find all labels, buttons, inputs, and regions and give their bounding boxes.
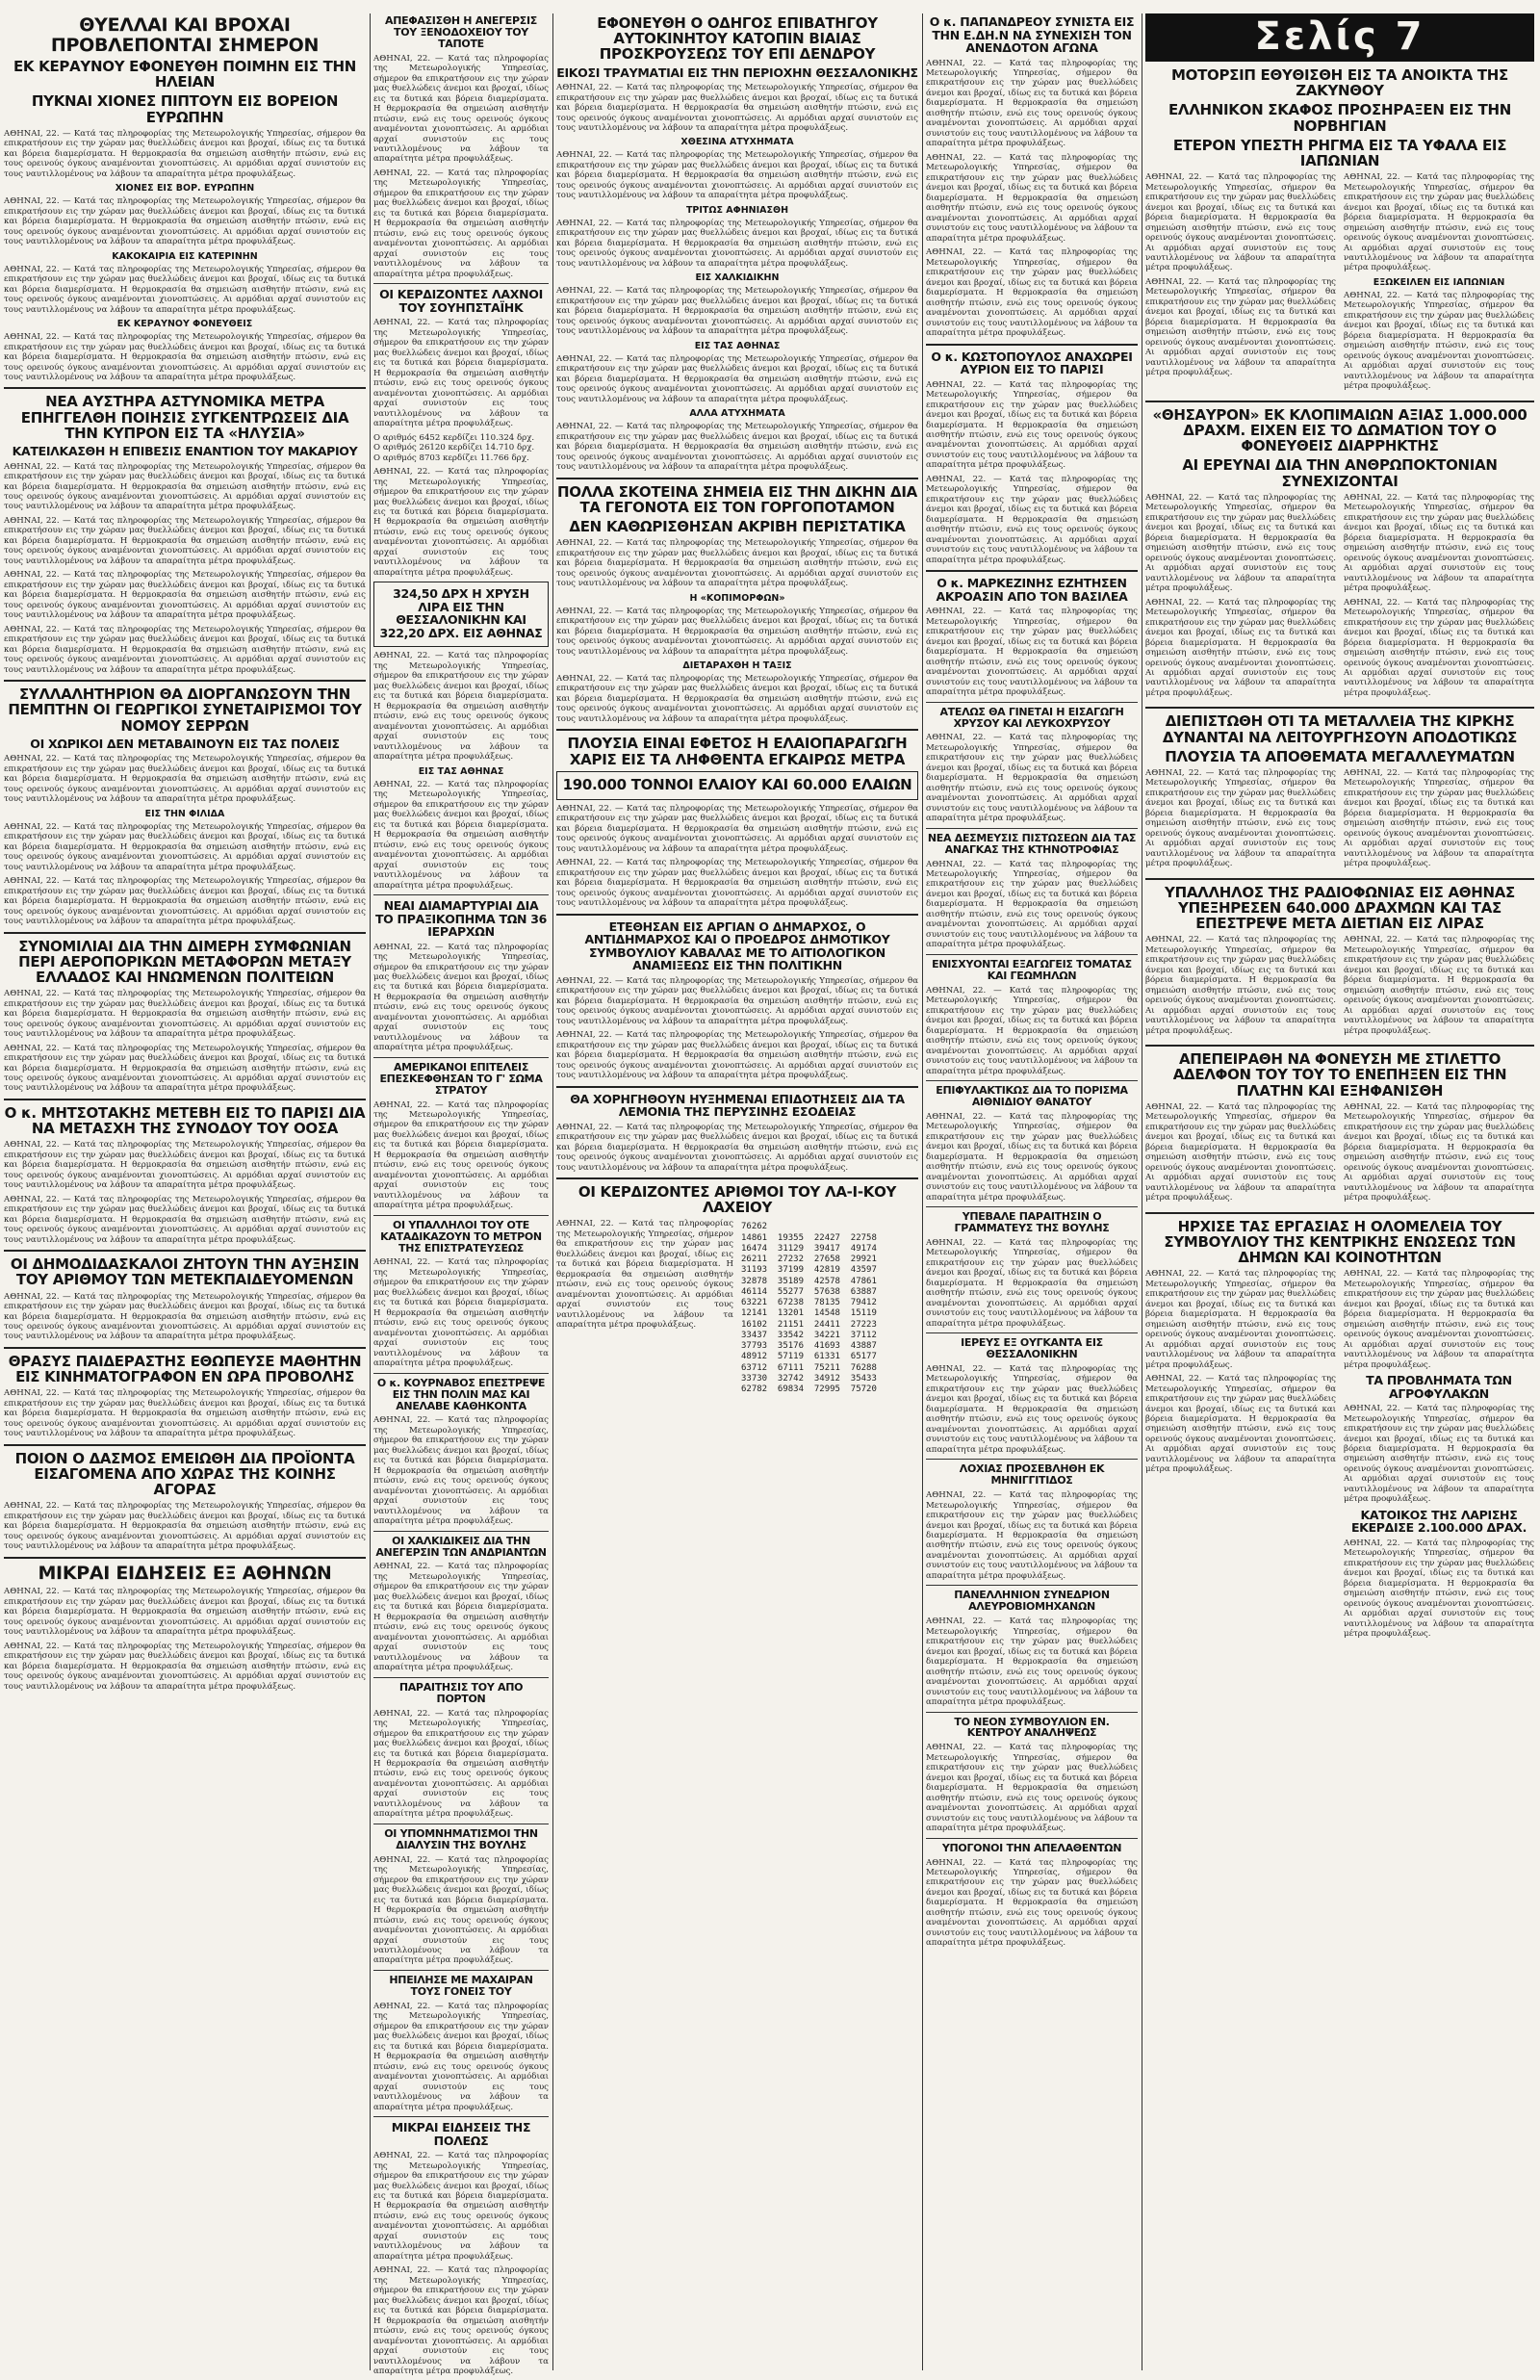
headline-council: ΤΟ ΝΕΟΝ ΣΥΜΒΟΥΛΙΟΝ ΕΝ. ΚΕΝΤΡΟΥ ΑΝΑΛΗΨΕΩΣ xyxy=(954,1715,1110,1740)
article-text: ΑΘΗΝΑΙ, 22. — Κατά τας πληροφορίας της Μετεωρολογικής Υπηρεσίας, σήμερον θα επικρατήσουν εις την χώραν μας θυελλώδεις άνεμοι και βροχαί, ιδίως εις τα δυτικά και βόρεια διαμερίσματα. Η θερμοκρασία θα σημειώση αισθητήν πτώσιν, ενώ εις τους ορεινούς όγκους αναμένονται χιονοπτώσεις. Αι αρμόδιαι αρχαί συνιστούν εις τους ναυτιλλομένους να λάβουν τα απαραίτητα μέτρα προφυλάξεως. xyxy=(4,989,366,1040)
divider xyxy=(373,1677,549,1678)
divider xyxy=(926,344,1138,346)
headline-norway: ΕΛΛΗΝΙΚΟΝ ΣΚΑΦΟΣ ΠΡΟΣΗΡΑΞΕΝ ΕΙΣ ΤΗΝ ΝΟΡΒΗΓΙΑΝ xyxy=(1168,101,1512,135)
headline-news-athens: ΜΙΚΡΑΙ ΕΙΔΗΣΕΙΣ ΕΞ ΑΘΗΝΩΝ xyxy=(38,1562,332,1584)
column-rule xyxy=(552,13,553,2370)
article-text: ΑΘΗΝΑΙ, 22. — Κατά τας πληροφορίας της Μετεωρολογικής Υπηρεσίας, σήμερον θα επικρατήσουν εις την χώραν μας θυελλώδεις άνεμοι και βροχαί, ιδίως εις τα δυτικά και βόρεια διαμερίσματα. Η θερμοκρασία θα σημειώση αισθητήν πτώσιν, ενώ εις τους ορεινούς όγκους αναμένονται χιονοπτώσεις. Αι αρμόδιαι αρχαί συνιστούν εις τους ναυτιλλομένους να λάβουν τα απαραίτητα μέτρα προφυλάξεως. xyxy=(926,733,1138,824)
headline-kavala-mayor: ΕΤΕΘΗΣΑΝ ΕΙΣ ΑΡΓΙΑΝ Ο ΔΗΜΑΡΧΟΣ, Ο ΑΝΤΙΔΗΜΑΡΧΟΣ ΚΑΙ Ο ΠΡΟΕΔΡΟΣ ΔΗΜΟΤΙΚΟΥ ΣΥΜΒΟΥΛΙΟΥ ΚΑΒΑΛΑΣ ΜΕ ΤΟ ΑΙΤΙΟΛΟΓΙΚΟΝ ΑΝΑΜΙΞΕΩΣ ΕΙΣ ΤΗΝ ΠΟΛΙΤΙΚΗΝ xyxy=(584,918,890,973)
article-text: ΑΘΗΝΑΙ, 22. — Κατά τας πληροφορίας της Μετεωρολογικής Υπηρεσίας, σήμερον θα επικρατήσουν εις την χώραν μας θυελλώδεις άνεμοι και βροχαί, ιδίως εις τα δυτικά και βόρεια διαμερίσματα. Η θερμοκρασία θα σημειώση αισθητήν πτώσιν, ενώ εις τους ορεινούς όγκους αναμένονται χιονοπτώσεις. Αι αρμόδιαι αρχαί συνιστούν εις τους ναυτιλλομένους να λάβουν τα απαραίτητα μέτρα προφυλάξεως. xyxy=(4,1043,366,1094)
article-text: ΑΘΗΝΑΙ, 22. — Κατά τας πληροφορίας της Μετεωρολογικής Υπηρεσίας, σήμερον θα επικρατήσουν εις την χώραν μας θυελλώδεις άνεμοι και βροχαί, ιδίως εις τα δυτικά και βόρεια διαμερίσματα. Η θερμοκρασία θα σημειώση αισθητήν πτώσιν, ενώ εις τους ορεινούς όγκους αναμένονται χιονοπτώσεις. Αι αρμόδιαι αρχαί συνιστούν εις τους ναυτιλλομένους να λάβουν τα απαραίτητα μέτρα προφυλάξεως. xyxy=(373,1708,549,1820)
article-text: ΑΘΗΝΑΙ, 22. — Κατά τας πληροφορίας της Μετεωρολογικής Υπηρεσίας, σήμερον θα επικρατήσουν εις την χώραν μας θυελλώδεις άνεμοι και βροχαί, ιδίως εις τα δυτικά και βόρεια διαμερίσματα. Η θερμοκρασία θα σημειώση αισθητήν πτώσιν, ενώ εις τους ορεινούς όγκους αναμένονται χιονοπτώσεις. Αι αρμόδιαι αρχαί συνιστούν εις τους ναυτιλλομένους να λάβουν τα απαραίτητα μέτρα προφυλάξεως. xyxy=(1145,935,1336,1036)
headline-tonnes: 190.000 ΤΟΝΝΟΙ ΕΛΑΙΟΥ ΚΑΙ 60.000 ΕΛΑΙΩΝ xyxy=(562,775,912,793)
headline-olive-oil: ΠΛΟΥΣΙΑ ΕΙΝΑΙ ΕΦΕΤΟΣ Η ΕΛΑΙΟΠΑΡΑΓΩΓΗ ΧΑΡΙΣ ΕΙΣ ΤΑ ΛΗΦΘΕΝΤΑ ΕΓΚΑΙΡΩΣ ΜΕΤΡΑ xyxy=(567,735,908,768)
column-4 xyxy=(926,13,1138,2370)
article-text: ΑΘΗΝΑΙ, 22. — Κατά τας πληροφορίας της Μετεωρολογικής Υπηρεσίας, σήμερον θα επικρατήσουν εις την χώραν μας θυελλώδεις άνεμοι και βροχαί, ιδίως εις τα δυτικά και βόρεια διαμερίσματα. Η θερμοκρασία θα σημειώση αισθητήν πτώσιν, ενώ εις τους ορεινούς όγκους αναμένονται χιονοπτώσεις. Αι αρμόδιαι αρχαί συνιστούν εις τους ναυτιλλομένους να λάβουν τα απαραίτητα μέτρα προφυλάξεως. xyxy=(556,422,918,473)
divider xyxy=(926,828,1138,829)
headline-livestock: ΝΕΑ ΔΕΣΜΕΥΣΙΣ ΠΙΣΤΩΣΕΩΝ ΔΙΑ ΤΑΣ ΑΝΑΓΚΑΣ ΤΗΣ ΚΤΗΝΟΤΡΟΦΙΑΣ xyxy=(927,831,1137,856)
article-text: ΑΘΗΝΑΙ, 22. — Κατά τας πληροφορίας της Μετεωρολογικής Υπηρεσίας, σήμερον θα επικρατήσουν εις την χώραν μας θυελλώδεις άνεμοι και βροχαί, ιδίως εις τα δυτικά και βόρεια διαμερίσματα. Η θερμοκρασία θα σημειώση αισθητήν πτώσιν, ενώ εις τους ορεινούς όγκους αναμένονται χιονοπτώσεις. Αι αρμόδιαι αρχαί συνιστούν εις τους ναυτιλλομένους να λάβουν τα απαραίτητα μέτρα προφυλάξεως. xyxy=(4,1641,366,1692)
article-text: ΑΘΗΝΑΙ, 22. — Κατά τας πληροφορίας της Μετεωρολογικής Υπηρεσίας, σήμερον θα επικρατήσουν εις την χώραν μας θυελλώδεις άνεμοι και βροχαί, ιδίως εις τα δυτικά και βόρεια διαμερίσματα. Η θερμοκρασία θα σημειώση αισθητήν πτώσιν, ενώ εις τους ορεινούς όγκους αναμένονται χιονοπτώσεις. Αι αρμόδιαι αρχαί συνιστούν εις τους ναυτιλλομένους να λάβουν τα απαραίτητα μέτρα προφυλάξεως. xyxy=(556,606,918,657)
divider xyxy=(926,570,1138,572)
article-text: ΑΘΗΝΑΙ, 22. — Κατά τας πληροφορίας της Μετεωρολογικής Υπηρεσίας, σήμερον θα επικρατήσουν εις την χώραν μας θυελλώδεις άνεμοι και βροχαί, ιδίως εις τα δυτικά και βόρεια διαμερίσματα. Η θερμοκρασία θα σημειώση αισθητήν πτώσιν, ενώ εις τους ορεινούς όγκους αναμένονται χιονοπτώσεις. Αι αρμόδιαι αρχαί συνιστούν εις τους ναυτιλλομένους να λάβουν τα απαραίτητα μέτρα προφυλάξεως. xyxy=(926,1617,1138,1708)
divider xyxy=(4,1557,366,1559)
headline-lightning: ΕΚ ΚΕΡΑΥΝΟΥ ΕΦΟΝΕΥΘΗ ΠΟΙΜΗΝ ΕΙΣ ΤΗΝ ΗΛΕΙΑΝ xyxy=(13,58,357,91)
article-text: ΑΘΗΝΑΙ, 22. — Κατά τας πληροφορίας της Μετεωρολογικής Υπηρεσίας, σήμερον θα επικρατήσουν εις την χώραν μας θυελλώδεις άνεμοι και βροχαί, ιδίως εις τα δυτικά και βόρεια διαμερίσματα. Η θερμοκρασία θα σημειώση αισθητήν πτώσιν, ενώ εις τους ορεινούς όγκους αναμένονται χιονοπτώσεις. Αι αρμόδιαι αρχαί συνιστούν εις τους ναυτιλλομένους να λάβουν τα απαραίτητα μέτρα προφυλάξεως. xyxy=(4,1194,366,1245)
article-text: ΑΘΗΝΑΙ, 22. — Κατά τας πληροφορίας της Μετεωρολογικής Υπηρεσίας, σήμερον θα επικρατήσουν εις την χώραν μας θυελλώδεις άνεμοι και βροχαί, ιδίως εις τα δυτικά και βόρεια διαμερίσματα. Η θερμοκρασία θα σημειώση αισθητήν πτώσιν, ενώ εις τους ορεινούς όγκους αναμένονται χιονοπτώσεις. Αι αρμόδιαι αρχαί συνιστούν εις τους ναυτιλλομένους να λάβουν τα απαραίτητα μέτρα προφυλάξεως. xyxy=(556,1030,918,1081)
subhead: ΕΙΣ ΧΑΛΚΙΔΙΚΗΝ xyxy=(695,272,780,284)
two-col-block xyxy=(1145,172,1534,396)
article-text: ΑΘΗΝΑΙ, 22. — Κατά τας πληροφορίας της Μετεωρολογικής Υπηρεσίας, σήμερον θα επικρατήσουν εις την χώραν μας θυελλώδεις άνεμοι και βροχαί, ιδίως εις τα δυτικά και βόρεια διαμερίσματα. Η θερμοκρασία θα σημειώση αισθητήν πτώσιν, ενώ εις τους ορεινούς όγκους αναμένονται χιονοπτώσεις. Αι αρμόδιαι αρχαί συνιστούν εις τους ναυτιλλομένους να λάβουν τα απαραίτητα μέτρα προφυλάξεως. xyxy=(4,821,366,872)
divider xyxy=(926,954,1138,955)
article-text: ΑΘΗΝΑΙ, 22. — Κατά τας πληροφορίας της Μετεωρολογικής Υπηρεσίας, σήμερον θα επικρατήσουν εις την χώραν μας θυελλώδεις άνεμοι και βροχαί, ιδίως εις τα δυτικά και βόρεια διαμερίσματα. Η θερμοκρασία θα σημειώση αισθητήν πτώσιν, ενώ εις τους ορεινούς όγκους αναμένονται χιονοπτώσεις. Αι αρμόδιαι αρχαί συνιστούν εις τους ναυτιλλομένους να λάβουν τα απαραίτητα μέτρα προφυλάξεως. xyxy=(4,876,366,927)
article-text: ΑΘΗΝΑΙ, 22. — Κατά τας πληροφορίας της Μετεωρολογικής Υπηρεσίας, σήμερον θα επικρατήσουν εις την χώραν μας θυελλώδεις άνεμοι και βροχαί, ιδίως εις τα δυτικά και βόρεια διαμερίσματα. Η θερμοκρασία θα σημειώση αισθητήν πτώσιν, ενώ εις τους ορεινούς όγκους αναμένονται χιονοπτώσεις. Αι αρμόδιαι αρχαί συνιστούν εις τους ναυτιλλομένους να λάβουν τα απαραίτητα μέτρα προφυλάξεως. xyxy=(4,1587,366,1638)
article-text: ΑΘΗΝΑΙ, 22. — Κατά τας πληροφορίας της Μετεωρολογικής Υπηρεσίας, σήμερον θα επικρατήσουν εις την χώραν μας θυελλώδεις άνεμοι και βροχαί, ιδίως εις τα δυτικά και βόρεια διαμερίσματα. Η θερμοκρασία θα σημειώση αισθητήν πτώσιν, ενώ εις τους ορεινούς όγκους αναμένονται χιονοπτώσεις. Αι αρμόδιαι αρχαί συνιστούν εις τους ναυτιλλομένους να λάβουν τα απαραίτητα μέτρα προφυλάξεως. xyxy=(556,286,918,337)
article-text: ΑΘΗΝΑΙ, 22. — Κατά τας πληροφορίας της Μετεωρολογικής Υπηρεσίας, σήμερον θα επικρατήσουν εις την χώραν μας θυελλώδεις άνεμοι και βροχαί, ιδίως εις τα δυτικά και βόρεια διαμερίσματα. Η θερμοκρασία θα σημειώση αισθητήν πτώσιν, ενώ εις τους ορεινούς όγκους αναμένονται χιονοπτώσεις. Αι αρμόδιαι αρχαί συνιστούν εις τους ναυτιλλομένους να λάβουν τα απαραίτητα μέτρα προφυλάξεως. xyxy=(1344,935,1534,1036)
headline-deportees: ΥΠΟΓΟΝΟΙ ΤΗΝ ΑΠΕΛΑΘΕΝΤΩΝ xyxy=(941,1841,1122,1854)
divider xyxy=(373,283,549,284)
article-text: ΑΘΗΝΑΙ, 22. — Κατά τας πληροφορίας της Μετεωρολογικής Υπηρεσίας, σήμερον θα επικρατήσουν εις την χώραν μας θυελλώδεις άνεμοι και βροχαί, ιδίως εις τα δυτικά και βόρεια διαμερίσματα. Η θερμοκρασία θα σημειώση αισθητήν πτώσιν, ενώ εις τους ορεινούς όγκους αναμένονται χιονοπτώσεις. Αι αρμόδιαι αρχαί συνιστούν εις τους ναυτιλλομένους να λάβουν τα απαραίτητα μέτρα προφυλάξεως. xyxy=(373,2001,549,2112)
headline-parliament: ΟΙ ΥΠΟΜΝΗΜΑΤΙΣΜΟΙ ΤΗΝ ΔΙΑΛΥΣΙΝ ΤΗΣ ΒΟΥΛΗΣ xyxy=(384,1826,538,1851)
olive-box xyxy=(556,771,918,800)
headline-gold-import: ΑΤΕΛΩΣ ΘΑ ΓΙΝΕΤΑΙ Η ΕΙΣΑΓΩΓΗ ΧΡΥΣΟΥ ΚΑΙ ΛΕΥΚΟΧΡΥΣΟΥ xyxy=(939,705,1124,730)
headline-teachers: ΟΙ ΔΗΜΟΔΙΔΑΣΚΑΛΟΙ ΖΗΤΟΥΝ ΤΗΝ ΑΥΞΗΣΙΝ ΤΟΥ ΑΡΙΘΜΟΥ ΤΩΝ ΜΕΤΕΚΠΑΙΔΕΥΟΜΕΝΩΝ xyxy=(10,1255,360,1289)
article-text: ΑΘΗΝΑΙ, 22. — Κατά τας πληροφορίας της Μετεωρολογικής Υπηρεσίας, σήμερον θα επικρατήσουν εις την χώραν μας θυελλώδεις άνεμοι και βροχαί, ιδίως εις τα δυτικά και βόρεια διαμερίσματα. Η θερμοκρασία θα σημειώση αισθητήν πτώσιν, ενώ εις τους ορεινούς όγκους αναμένονται χιονοπτώσεις. Αι αρμόδιαι αρχαί συνιστούν εις τους ναυτιλλομένους να λάβουν τα απαραίτητα μέτρα προφυλάξεως. xyxy=(373,942,549,1053)
article-text: ΑΘΗΝΑΙ, 22. — Κατά τας πληροφορίας της Μετεωρολογικής Υπηρεσίας, σήμερον θα επικρατήσουν εις την χώραν μας θυελλώδεις άνεμοι και βροχαί, ιδίως εις τα δυτικά και βόρεια διαμερίσματα. Η θερμοκρασία θα σημειώση αισθητήν πτώσιν, ενώ εις τους ορεινούς όγκους αναμένονται χιονοπτώσεις. Αι αρμόδιαι αρχαί συνιστούν εις τους ναυτιλλομένους να λάβουν τα απαραίτητα μέτρα προφυλάξεως. xyxy=(1145,597,1336,698)
lottery-numbers: 76262 14861 19355 22427 22758 16474 31129 39417 49174 26211 27232 27658 29921 31193 37199 42819 43597 32878 35189 42578 47861 46114 55277 57638 63887 63221 67238 78135 79412 12141 13201 14548 15119 16102 21151 24411 27223 33437 33542 34221 37112 37793 35176 41693 43887 48912 57119 61331 65177 63712 67111 75211 76288 33730 32742 34912 35433 62782 69834 72995 75720 xyxy=(741,1222,877,1395)
column-rule xyxy=(370,13,371,2370)
divider xyxy=(373,1531,549,1532)
article-text: ΑΘΗΝΑΙ, 22. — Κατά τας πληροφορίας της Μετεωρολογικής Υπηρεσίας, σήμερον θα επικρατήσουν εις την χώραν μας θυελλώδεις άνεμοι και βροχαί, ιδίως εις τα δυτικά και βόρεια διαμερίσματα. Η θερμοκρασία θα σημειώση αισθητήν πτώσιν, ενώ εις τους ορεινούς όγκους αναμένονται χιονοπτώσεις. Αι αρμόδιαι αρχαί συνιστούν εις τους ναυτιλλομένους να λάβουν τα απαραίτητα μέτρα προφυλάξεως. xyxy=(373,2265,549,2377)
divider xyxy=(926,1332,1138,1333)
divider xyxy=(4,1250,366,1252)
article-text: ΑΘΗΝΑΙ, 22. — Κατά τας πληροφορίας της Μετεωρολογικής Υπηρεσίας, σήμερον θα επικρατήσουν εις την χώραν μας θυελλώδεις άνεμοι και βροχαί, ιδίως εις τα δυτικά και βόρεια διαμερίσματα. Η θερμοκρασία θα σημειώση αισθητήν πτώσιν, ενώ εις τους ορεινούς όγκους αναμένονται χιονοπτώσεις. Αι αρμόδιαι αρχαί συνιστούν εις τους ναυτιλλομένους να λάβουν τα απαραίτητα μέτρα προφυλάξεως. xyxy=(926,1111,1138,1203)
article-text: ΑΘΗΝΑΙ, 22. — Κατά τας πληροφορίας της Μετεωρολογικής Υπηρεσίας, σήμερον θα επικρατήσουν εις την χώραν μας θυελλώδεις άνεμοι και βροχαί, ιδίως εις τα δυτικά και βόρεια διαμερίσματα. Η θερμοκρασία θα σημειώση αισθητήν πτώσιν, ενώ εις τους ορεινούς όγκους αναμένονται χιονοπτώσεις. Αι αρμόδιαι αρχαί συνιστούν εις τους ναυτιλλομένους να λάβουν τα απαραίτητα μέτρα προφυλάξεως. xyxy=(1344,1101,1534,1203)
divider xyxy=(4,1444,366,1446)
divider xyxy=(4,387,366,389)
article-text: ΑΘΗΝΑΙ, 22. — Κατά τας πληροφορίας της Μετεωρολογικής Υπηρεσίας, σήμερον θα επικρατήσουν εις την χώραν μας θυελλώδεις άνεμοι και βροχαί, ιδίως εις τα δυτικά και βόρεια διαμερίσματα. Η θερμοκρασία θα σημειώση αισθητήν πτώσιν, ενώ εις τους ορεινούς όγκους αναμένονται χιονοπτώσεις. Αι αρμόδιαι αρχαί συνιστούν εις τους ναυτιλλομένους να λάβουν τα απαραίτητα μέτρα προφυλάξεως. xyxy=(4,624,366,675)
headline-deposits: ΠΛΟΥΣΙΑ ΤΑ ΑΠΟΘΕΜΑΤΑ ΜΕΓΑΛΛΕΥΜΑΤΩΝ xyxy=(1165,747,1515,765)
divider xyxy=(556,729,918,731)
article-text: ΑΘΗΝΑΙ, 22. — Κατά τας πληροφορίας της Μετεωρολογικής Υπηρεσίας, σήμερον θα επικρατήσουν εις την χώραν μας θυελλώδεις άνεμοι και βροχαί, ιδίως εις τα δυτικά και βόρεια διαμερίσματα. Η θερμοκρασία θα σημειώση αισθητήν πτώσιν, ενώ εις τους ορεινούς όγκους αναμένονται χιονοπτώσεις. Αι αρμόδιαι αρχαί συνιστούν εις τους ναυτιλλομένους να λάβουν τα απαραίτητα μέτρα προφυλάξεως. xyxy=(1344,172,1534,273)
article-text: ΑΘΗΝΑΙ, 22. — Κατά τας πληροφορίας της Μετεωρολογικής Υπηρεσίας, σήμερον θα επικρατήσουν εις την χώραν μας θυελλώδεις άνεμοι και βροχαί, ιδίως εις τα δυτικά και βόρεια διαμερίσματα. Η θερμοκρασία θα σημειώση αισθητήν πτώσιν, ενώ εις τους ορεινούς όγκους αναμένονται χιονοπτώσεις. Αι αρμόδιαι αρχαί συνιστούν εις τους ναυτιλλομένους να λάβουν τα απαραίτητα μέτρα προφυλάξεως. xyxy=(556,150,918,201)
divider xyxy=(373,1970,549,1971)
article-text: ΑΘΗΝΑΙ, 22. — Κατά τας πληροφορίας της Μετεωρολογικής Υπηρεσίας, σήμερον θα επικρατήσουν εις την χώραν μας θυελλώδεις άνεμοι και βροχαί, ιδίως εις τα δυτικά και βόρεια διαμερίσματα. Η θερμοκρασία θα σημειώση αισθητήν πτώσιν, ενώ εις τους ορεινούς όγκους αναμένονται χιονοπτώσεις. Αι αρμόδιαι αρχαί συνιστούν εις τους ναυτιλλομένους να λάβουν τα απαραίτητα μέτρα προφυλάξεως. xyxy=(373,1415,549,1527)
column-3 xyxy=(556,13,918,2370)
article-text: ΑΘΗΝΑΙ, 22. — Κατά τας πληροφορίας της Μετεωρολογικής Υπηρεσίας, σήμερον θα επικρατήσουν εις την χώραν μας θυελλώδεις άνεμοι και βροχαί, ιδίως εις τα δυτικά και βόρεια διαμερίσματα. Η θερμοκρασία θα σημειώση αισθητήν πτώσιν, ενώ εις τους ορεινούς όγκους αναμένονται χιονοπτώσεις. Αι αρμόδιαι αρχαί συνιστούν εις τους ναυτιλλομένους να λάβουν τα απαραίτητα μέτρα προφυλάξεως. xyxy=(1344,492,1534,594)
headline-millers: ΠΑΝΕΛΛΗΝΙΟΝ ΣΥΝΕΔΡΙΟΝ ΑΛΕΥΡΟΒΙΟΜΗΧΑΝΩΝ xyxy=(954,1589,1110,1614)
headline-customs: ΠΟΙΟΝ Ο ΔΑΣΜΟΣ ΕΜΕΙΩΘΗ ΔΙΑ ΠΡΟΪΟΝΤΑ ΕΙΣΑΓΟΜΕΝΑ ΑΠΟ ΧΩΡΑΣ ΤΗΣ ΚΟΙΝΗΣ ΑΓΟΡΑΣ xyxy=(14,1449,355,1499)
subhead: ΕΙΣ ΤΑΣ ΑΘΗΝΑΣ xyxy=(418,765,504,777)
article-text: ΑΘΗΝΑΙ, 22. — Κατά τας πληροφορίας της Μετεωρολογικής Υπηρεσίας, σήμερον θα επικρατήσουν εις την χώραν μας θυελλώδεις άνεμοι και βροχαί, ιδίως εις τα δυτικά και βόρεια διαμερίσματα. Η θερμοκρασία θα σημειώση αισθητήν πτώσιν, ενώ εις τους ορεινούς όγκους αναμένονται χιονοπτώσεις. Αι αρμόδιαι αρχαί συνιστούν εις τους ναυτιλλομένους να λάβουν τα απαραίτητα μέτρα προφυλάξεως. xyxy=(1344,597,1534,698)
headline-circumstances: ΔΕΝ ΚΑΘΩΡΙΣΘΗΣΑΝ ΑΚΡΙΒΗ ΠΕΡΙΣΤΑΤΙΚΑ xyxy=(569,517,906,535)
article-text: ΑΘΗΝΑΙ, 22. — Κατά τας πληροφορίας της Μετεωρολογικής Υπηρεσίας, σήμερον θα επικρατήσουν εις την χώραν μας θυελλώδεις άνεμοι και βροχαί, ιδίως εις τα δυτικά και βόρεια διαμερίσματα. Η θερμοκρασία θα σημειώση αισθητήν πτώσιν, ενώ εις τους ορεινούς όγκους αναμένονται χιονοπτώσεις. Αι αρμόδιαι αρχαί συνιστούν εις τους ναυτιλλομένους να λάβουν τα απαραίτητα μέτρα προφυλάξεως. xyxy=(926,1743,1138,1834)
two-col-block xyxy=(1145,935,1534,1040)
gold-box xyxy=(373,582,549,647)
divider xyxy=(1145,1212,1534,1214)
article-text: ΑΘΗΝΑΙ, 22. — Κατά τας πληροφορίας της Μετεωρολογικής Υπηρεσίας, σήμερον θα επικρατήσουν εις την χώραν μας θυελλώδεις άνεμοι και βροχαί, ιδίως εις τα δυτικά και βόρεια διαμερίσματα. Η θερμοκρασία θα σημειώση αισθητήν πτώσιν, ενώ εις τους ορεινούς όγκους αναμένονται χιονοπτώσεις. Αι αρμόδιαι αρχαί συνιστούν εις τους ναυτιλλομένους να λάβουν τα απαραίτητα μέτρα προφυλάξεως. xyxy=(4,461,366,512)
divider xyxy=(1145,1045,1534,1047)
article-text: ΑΘΗΝΑΙ, 22. — Κατά τας πληροφορίας της Μετεωρολογικής Υπηρεσίας, σήμερον θα επικρατήσουν εις την χώραν μας θυελλώδεις άνεμοι και βροχαί, ιδίως εις τα δυτικά και βόρεια διαμερίσματα. Η θερμοκρασία θα σημειώση αισθητήν πτώσιν, ενώ εις τους ορεινούς όγκους αναμένονται χιονοπτώσεις. Αι αρμόδιαι αρχαί συνιστούν εις τους ναυτιλλομένους να λάβουν τα απαραίτητα μέτρα προφυλάξεως. xyxy=(556,858,918,909)
subhead: ΑΛΛΑ ΑΤΥΧΗΜΑΤΑ xyxy=(689,408,785,420)
headline-injured: ΕΙΚΟΣΙ ΤΡΑΥΜΑΤΙΑΙ ΕΙΣ ΤΗΝ ΠΕΡΙΟΧΗΝ ΘΕΣΣΑΛΟΝΙΚΗΣ xyxy=(556,65,918,80)
article-text: ΑΘΗΝΑΙ, 22. — Κατά τας πληροφορίας της Μετεωρολογικής Υπηρεσίας, σήμερον θα επικρατήσουν εις την χώραν μας θυελλώδεις άνεμοι και βροχαί, ιδίως εις τα δυτικά και βόρεια διαμερίσματα. Η θερμοκρασία θα σημειώση αισθητήν πτώσιν, ενώ εις τους ορεινούς όγκους αναμένονται χιονοπτώσεις. Αι αρμόδιαι αρχαί συνιστούν εις τους ναυτιλλομένους να λάβουν τα απαραίτητα μέτρα προφυλάξεως. xyxy=(373,651,549,763)
headline-papandreou: Ο κ. ΠΑΠΑΝΔΡΕΟΥ ΣΥΝΙΣΤΑ ΕΙΣ ΤΗΝ Ε.ΔΗ.Ν ΝΑ ΣΥΝΕΧΙΣΗ ΤΟΝ ΑΝΕΝΔΟΤΟΝ ΑΓΩΝΑ xyxy=(929,14,1135,55)
headline-lemons: ΘΑ ΧΟΡΗΓΗΘΟΥΝ ΗΥΞΗΜΕΝΑΙ ΕΠΙΔΟΤΗΣΕΙΣ ΔΙΑ ΤΑ ΛΕΜΟΝΙΑ ΤΗΣ ΠΕΡΥΣΙΝΗΣ ΕΣΟΔΕΙΑΣ xyxy=(570,1091,905,1120)
article-text: ΑΘΗΝΑΙ, 22. — Κατά τας πληροφορίας της Μετεωρολογικής Υπηρεσίας, σήμερον θα επικρατήσουν εις την χώραν μας θυελλώδεις άνεμοι και βροχαί, ιδίως εις τα δυτικά και βόρεια διαμερίσματα. Η θερμοκρασία θα σημειώση αισθητήν πτώσιν, ενώ εις τους ορεινούς όγκους αναμένονται χιονοπτώσεις. Αι αρμόδιαι αρχαί συνιστούν εις τους ναυτιλλομένους να λάβουν τα απαραίτητα μέτρα προφυλάξεως. xyxy=(1344,1538,1534,1640)
article-text: ΑΘΗΝΑΙ, 22. — Κατά τας πληροφορίας της Μετεωρολογικής Υπηρεσίας, σήμερον θα επικρατήσουν εις την χώραν μας θυελλώδεις άνεμοι και βροχαί, ιδίως εις τα δυτικά και βόρεια διαμερίσματα. Η θερμοκρασία θα σημειώση αισθητήν πτώσιν, ενώ εις τους ορεινούς όγκους αναμένονται χιονοπτώσεις. Αι αρμόδιαι αρχαί συνιστούν εις τους ναυτιλλομένους να λάβουν τα απαραίτητα μέτρα προφυλάξεως. xyxy=(373,53,549,165)
subhead: ΤΡΙΤΩΣ ΑΦΗΝΙΑΣΘΗ xyxy=(685,204,789,216)
headline-kostopoulos: Ο κ. ΚΩΣΤΟΠΟΥΛΟΣ ΑΝΑΧΩΡΕΙ ΑΥΡΙΟΝ ΕΙΣ ΤΟ ΠΑΡΙΣΙ xyxy=(931,349,1133,377)
two-col-block xyxy=(1145,493,1534,598)
divider xyxy=(373,2116,549,2117)
winning-numbers: Ο αριθμός 6452 κερδίζει 110.324 δρχ. Ο αριθμός 26120 κερδίζει 14.710 δρχ. Ο αριθμός 8703 κερδίζει 11.766 δρχ. xyxy=(373,432,535,463)
article-text: ΑΘΗΝΑΙ, 22. — Κατά τας πληροφορίας της Μετεωρολογικής Υπηρεσίας, σήμερον θα επικρατήσουν εις την χώραν μας θυελλώδεις άνεμοι και βροχαί, ιδίως εις τα δυτικά και βόρεια διαμερίσματα. Η θερμοκρασία θα σημειώση αισθητήν πτώσιν, ενώ εις τους ορεινούς όγκους αναμένονται χιονοπτώσεις. Αι αρμόδιαι αρχαί συνιστούν εις τους ναυτιλλομένους να λάβουν τα απαραίτητα μέτρα προφυλάξεως. xyxy=(926,1363,1138,1455)
headline-farmers: ΟΙ ΧΩΡΙΚΟΙ ΔΕΝ ΜΕΤΑΒΑΙΝΟΥΝ ΕΙΣ ΤΑΣ ΠΟΛΕΙΣ xyxy=(30,736,340,751)
divider xyxy=(926,1459,1138,1460)
subhead: ΧΘΕΣΙΝΑ ΑΤΥΧΗΜΑΤΑ xyxy=(680,137,794,148)
article-text: ΑΘΗΝΑΙ, 22. — Κατά τας πληροφορίας της Μετεωρολογικής Υπηρεσίας, σήμερον θα επικρατήσουν εις την χώραν μας θυελλώδεις άνεμοι και βροχαί, ιδίως εις τα δυτικά και βόρεια διαμερίσματα. Η θερμοκρασία θα σημειώση αισθητήν πτώσιν, ενώ εις τους ορεινούς όγκους αναμένονται χιονοπτώσεις. Αι αρμόδιαι αρχαί συνιστούν εις τους ναυτιλλομένους να λάβουν τα απαραίτητα μέτρα προφυλάξεως. xyxy=(926,985,1138,1076)
article-text: ΑΘΗΝΑΙ, 22. — Κατά τας πληροφορίας της Μετεωρολογικής Υπηρεσίας, σήμερον θα επικρατήσουν εις την χώραν μας θυελλώδεις άνεμοι και βροχαί, ιδίως εις τα δυτικά και βόρεια διαμερίσματα. Η θερμοκρασία θα σημειώση αισθητήν πτώσιν, ενώ εις τους ορεινούς όγκους αναμένονται χιονοπτώσεις. Αι αρμόδιαι αρχαί συνιστούν εις τους ναυτιλλομένους να λάβουν τα απαραίτητα μέτρα προφυλάξεως. xyxy=(373,318,549,429)
article-text: ΑΘΗΝΑΙ, 22. — Κατά τας πληροφορίας της Μετεωρολογικής Υπηρεσίας, σήμερον θα επικρατήσουν εις την χώραν μας θυελλώδεις άνεμοι και βροχαί, ιδίως εις τα δυτικά και βόρεια διαμερίσματα. Η θερμοκρασία θα σημειώση αισθητήν πτώσιν, ενώ εις τους ορεινούς όγκους αναμένονται χιονοπτώσεις. Αι αρμόδιαι αρχαί συνιστούν εις τους ναυτιλλομένους να λάβουν τα απαραίτητα μέτρα προφυλάξεως. xyxy=(1145,1101,1336,1203)
headline-meningitis: ΛΟΧΙΑΣ ΠΡΟΣΕΒΛΗΘΗ ΕΚ ΜΗΝΙΓΓΙΤΙΔΟΣ xyxy=(959,1462,1105,1488)
article-text: ΑΘΗΝΑΙ, 22. — Κατά τας πληροφορίας της Μετεωρολογικής Υπηρεσίας, σήμερον θα επικρατήσουν εις την χώραν μας θυελλώδεις άνεμοι και βροχαί, ιδίως εις τα δυτικά και βόρεια διαμερίσματα. Η θερμοκρασία θα σημειώση αισθητήν πτώσιν, ενώ εις τους ορεινούς όγκους αναμένονται χιονοπτώσεις. Αι αρμόδιαι αρχαί συνιστούν εις τους ναυτιλλομένους να λάβουν τα απαραίτητα μέτρα προφυλάξεως. xyxy=(373,1854,549,1966)
article-text: ΑΘΗΝΑΙ, 22. — Κατά τας πληροφορίας της Μετεωρολογικής Υπηρεσίας, σήμερον θα επικρατήσουν εις την χώραν μας θυελλώδεις άνεμοι και βροχαί, ιδίως εις τα δυτικά και βόρεια διαμερίσματα. Η θερμοκρασία θα σημειώση αισθητήν πτώσιν, ενώ εις τους ορεινούς όγκους αναμένονται χιονοπτώσεις. Αι αρμόδιαι αρχαί συνιστούν εις τους ναυτιλλομένους να λάβουν τα απαραίτητα μέτρα προφυλάξεως. xyxy=(926,58,1138,149)
article-text: ΑΘΗΝΑΙ, 22. — Κατά τας πληροφορίας της Μετεωρολογικής Υπηρεσίας, σήμερον θα επικρατήσουν εις την χώραν μας θυελλώδεις άνεμοι και βροχαί, ιδίως εις τα δυτικά και βόρεια διαμερίσματα. Η θερμοκρασία θα σημειώση αισθητήν πτώσιν, ενώ εις τους ορεινούς όγκους αναμένονται χιονοπτώσεις. Αι αρμόδιαι αρχαί συνιστούν εις τους ναυτιλλομένους να λάβουν τα απαραίτητα μέτρα προφυλάξεως. xyxy=(926,379,1138,471)
article-text: ΑΘΗΝΑΙ, 22. — Κατά τας πληροφορίας της Μετεωρολογικής Υπηρεσίας, σήμερον θα επικρατήσουν εις την χώραν μας θυελλώδεις άνεμοι και βροχαί, ιδίως εις τα δυτικά και βόρεια διαμερίσματα. Η θερμοκρασία θα σημειώση αισθητήν πτώσιν, ενώ εις τους ορεινούς όγκους αναμένονται χιονοπτώσεις. Αι αρμόδιαι αρχαί συνιστούν εις τους ναυτιλλομένους να λάβουν τα απαραίτητα μέτρα προφυλάξεως. xyxy=(1145,768,1336,869)
article-text: ΑΘΗΝΑΙ, 22. — Κατά τας πληροφορίας της Μετεωρολογικής Υπηρεσίας, σήμερον θα επικρατήσουν εις την χώραν μας θυελλώδεις άνεμοι και βροχαί, ιδίως εις τα δυτικά και βόρεια διαμερίσματα. Η θερμοκρασία θα σημειώση αισθητήν πτώσιν, ενώ εις τους ορεινούς όγκους αναμένονται χιονοπτώσεις. Αι αρμόδιαι αρχαί συνιστούν εις τους ναυτιλλομένους να λάβουν τα απαραίτητα μέτρα προφυλάξεως. xyxy=(373,2151,549,2262)
divider xyxy=(4,1347,366,1349)
divider xyxy=(4,680,366,682)
headline-radio-employee: ΥΠΑΛΛΗΛΟΣ ΤΗΣ ΡΑΔΙΟΦΩΝΙΑΣ ΕΙΣ ΑΘΗΝΑΣ ΥΠΕΞΗΡΕΣΕΝ 640.000 ΔΡΑΧΜΩΝ ΚΑΙ ΤΑΣ ΕΠΕΣΤΡΕΨΕ ΜΕΤΑ ΔΙΕΤΙΑΝ ΕΙΣ ΛΙΡΑΣ xyxy=(1165,883,1515,933)
article-text: ΑΘΗΝΑΙ, 22. — Κατά τας πληροφορίας της Μετεωρολογικής Υπηρεσίας, σήμερον θα επικρατήσουν εις την χώραν μας θυελλώδεις άνεμοι και βροχαί, ιδίως εις τα δυτικά και βόρεια διαμερίσματα. Η θερμοκρασία θα σημειώση αισθητήν πτώσιν, ενώ εις τους ορεινούς όγκους αναμένονται χιονοπτώσεις. Αι αρμόδιαι αρχαί συνιστούν εις τους ναυτιλλομένους να λάβουν τα απαραίτητα μέτρα προφυλάξεως. xyxy=(556,83,918,133)
headline-trial: ΠΟΛΛΑ ΣΚΟΤΕΙΝΑ ΣΗΜΕΙΑ ΕΙΣ ΤΗΝ ΔΙΚΗΝ ΔΙΑ ΤΑ ΓΕΓΟΝΟΤΑ ΕΙΣ ΤΟΝ ΓΟΡΓΟΠΟΤΑΜΟΝ xyxy=(557,482,917,516)
article-text: ΑΘΗΝΑΙ, 22. — Κατά τας πληροφορίας της Μετεωρολογικής Υπηρεσίας, σήμερον θα επικρατήσουν εις την χώραν μας θυελλώδεις άνεμοι και βροχαί, ιδίως εις τα δυτικά και βόρεια διαμερίσματα. Η θερμοκρασία θα σημειώση αισθητήν πτώσιν, ενώ εις τους ορεινούς όγκους αναμένονται χιονοπτώσεις. Αι αρμόδιαι αρχαί συνιστούν εις τους ναυτιλλομένους να λάβουν τα απαραίτητα μέτρα προφυλάξεως. xyxy=(556,218,918,269)
divider xyxy=(556,1086,918,1088)
page-number-masthead: Σελίς 7 xyxy=(1145,13,1534,62)
article-text: ΑΘΗΝΑΙ, 22. — Κατά τας πληροφορίας της Μετεωρολογικής Υπηρεσίας, σήμερον θα επικρατήσουν εις την χώραν μας θυελλώδεις άνεμοι και βροχαί, ιδίως εις τα δυτικά και βόρεια διαμερίσματα. Η θερμοκρασία θα σημειώση αισθητήν πτώσιν, ενώ εις τους ορεινούς όγκους αναμένονται χιονοπτώσεις. Αι αρμόδιαι αρχαί συνιστούν εις τους ναυτιλλομένους να λάβουν τα απαραίτητα μέτρα προφυλάξεως. xyxy=(1344,768,1534,869)
column-2 xyxy=(373,13,549,2377)
headline-sweepstake: ΟΙ ΚΕΡΔΙΖΟΝΤΕΣ ΛΑΧΝΟΙ ΤΟΥ ΣΟΥΗΠΣΤΑΪΗΚ xyxy=(379,287,543,315)
subhead: ΔΙΕΤΑΡΑΧΘΗ Η ΤΑΞΙΣ xyxy=(682,660,792,671)
divider xyxy=(926,1712,1138,1713)
headline-hierarchs: ΝΕΑΙ ΔΙΑΜΑΡΤΥΡΙΑΙ ΔΙΑ ΤΟ ΠΡΑΞΙΚΟΠΗΜΑ ΤΩΝ 36 ΙΕΡΑΡΧΩΝ xyxy=(374,898,548,940)
article-text: ΑΘΗΝΑΙ, 22. — Κατά τας πληροφορίας της Μετεωρολογικής Υπηρεσίας, σήμερον θα επικρατήσουν εις την χώραν μας θυελλώδεις άνεμοι και βροχαί, ιδίως εις τα δυτικά και βόρεια διαμερίσματα. Η θερμοκρασία θα σημειώση αισθητήν πτώσιν, ενώ εις τους ορεινούς όγκους αναμένονται χιονοπτώσεις. Αι αρμόδιαι αρχαί συνιστούν εις τους ναυτιλλομένους να λάβουν τα απαραίτητα μέτρα προφυλάξεως. xyxy=(373,779,549,891)
subhead: ΕΙΣ ΤΗΝ ΦΙΛΙΔΑ xyxy=(144,808,225,819)
subhead: Η «ΚΟΠΙΜΟΡΦΩΝ» xyxy=(689,592,785,604)
headline-statues: ΟΙ ΧΑΛΚΙΔΙΚΕΙΣ ΔΙΑ ΤΗΝ ΑΝΕΓΕΡΣΙΝ ΤΩΝ ΑΝΔΡΙΑΝΤΩΝ xyxy=(375,1534,547,1559)
article-text: ΑΘΗΝΑΙ, 22. — Κατά τας πληροφορίας της Μετεωρολογικής Υπηρεσίας, σήμερον θα επικρατήσουν εις την χώραν μας θυελλώδεις άνεμοι και βροχαί, ιδίως εις τα δυτικά και βόρεια διαμερίσματα. Η θερμοκρασία θα σημειώση αισθητήν πτώσιν, ενώ εις τους ορεινούς όγκους αναμένονται χιονοπτώσεις. Αι αρμόδιαι αρχαί συνιστούν εις τους ναυτιλλομένους να λάβουν τα απαραίτητα μέτρα προφυλάξεως. xyxy=(1344,1269,1534,1370)
divider xyxy=(373,1373,549,1374)
article-text: ΑΘΗΝΑΙ, 22. — Κατά τας πληροφορίας της Μετεωρολογικής Υπηρεσίας, σήμερον θα επικρατήσουν εις την χώραν μας θυελλώδεις άνεμοι και βροχαί, ιδίως εις τα δυτικά και βόρεια διαμερίσματα. Η θερμοκρασία θα σημειώση αισθητήν πτώσιν, ενώ εις τους ορεινούς όγκους αναμένονται χιονοπτώσεις. Αι αρμόδιαι αρχαί συνιστούν εις τους ναυτιλλομένους να λάβουν τα απαραίτητα μέτρα προφυλάξεως. xyxy=(556,353,918,404)
article-text: ΑΘΗΝΑΙ, 22. — Κατά τας πληροφορίας της Μετεωρολογικής Υπηρεσίας, σήμερον θα επικρατήσουν εις την χώραν μας θυελλώδεις άνεμοι και βροχαί, ιδίως εις τα δυτικά και βόρεια διαμερίσματα. Η θερμοκρασία θα σημειώση αισθητήν πτώσιν, ενώ εις τους ορεινούς όγκους αναμένονται χιονοπτώσεις. Αι αρμόδιαι αρχαί συνιστούν εις τους ναυτιλλομένους να λάβουν τα απαραίτητα μέτρα προφυλάξεως. xyxy=(373,467,549,578)
two-col-block xyxy=(1145,1102,1534,1207)
article-text: ΑΘΗΝΑΙ, 22. — Κατά τας πληροφορίας της Μετεωρολογικής Υπηρεσίας, σήμερον θα επικρατήσουν εις την χώραν μας θυελλώδεις άνεμοι και βροχαί, ιδίως εις τα δυτικά και βόρεια διαμερίσματα. Η θερμοκρασία θα σημειώση αισθητήν πτώσιν, ενώ εις τους ορεινούς όγκους αναμένονται χιονοπτώσεις. Αι αρμόδιαι αρχαί συνιστούν εις τους ναυτιλλομένους να λάβουν τα απαραίτητα μέτρα προφυλάξεως. xyxy=(1145,276,1336,378)
article-text: ΑΘΗΝΑΙ, 22. — Κατά τας πληροφορίας της Μετεωρολογικής Υπηρεσίας, σήμερον θα επικρατήσουν εις την χώραν μας θυελλώδεις άνεμοι και βροχαί, ιδίως εις τα δυτικά και βόρεια διαμερίσματα. Η θερμοκρασία θα σημειώση αισθητήν πτώσιν, ενώ εις τους ορεινούς όγκους αναμένονται χιονοπτώσεις. Αι αρμόδιαι αρχαί συνιστούν εις τους ναυτιλλομένους να λάβουν τα απαραίτητα μέτρα προφυλάξεως. xyxy=(926,247,1138,339)
article-text: ΑΘΗΝΑΙ, 22. — Κατά τας πληροφορίας της Μετεωρολογικής Υπηρεσίας, σήμερον θα επικρατήσουν εις την χώραν μας θυελλώδεις άνεμοι και βροχαί, ιδίως εις τα δυτικά και βόρεια διαμερίσματα. Η θερμοκρασία θα σημειώση αισθητήν πτώσιν, ενώ εις τους ορεινούς όγκους αναμένονται χιονοπτώσεις. Αι αρμόδιαι αρχαί συνιστούν εις τους ναυτιλλομένους να λάβουν τα απαραίτητα μέτρα προφυλάξεως. xyxy=(1145,172,1336,273)
article-text: ΑΘΗΝΑΙ, 22. — Κατά τας πληροφορίας της Μετεωρολογικής Υπηρεσίας, σήμερον θα επικρατήσουν εις την χώραν μας θυελλώδεις άνεμοι και βροχαί, ιδίως εις τα δυτικά και βόρεια διαμερίσματα. Η θερμοκρασία θα σημειώση αισθητήν πτώσιν, ενώ εις τους ορεινούς όγκους αναμένονται χιονοπτώσεις. Αι αρμόδιαι αρχαί συνιστούν εις τους ναυτιλλομένους να λάβουν τα απαραίτητα μέτρα προφυλάξεως. xyxy=(1145,1374,1336,1475)
article-text: ΑΘΗΝΑΙ, 22. — Κατά τας πληροφορίας της Μετεωρολογικής Υπηρεσίας, σήμερον θα επικρατήσουν εις την χώραν μας θυελλώδεις άνεμοι και βροχαί, ιδίως εις τα δυτικά και βόρεια διαμερίσματα. Η θερμοκρασία θα σημειώση αισθητήν πτώσιν, ενώ εις τους ορεινούς όγκους αναμένονται χιονοπτώσεις. Αι αρμόδιαι αρχαί συνιστούν εις τους ναυτιλλομένους να λάβουν τα απαραίτητα μέτρα προφυλάξεως. xyxy=(4,570,366,621)
article-text: ΑΘΗΝΑΙ, 22. — Κατά τας πληροφορίας της Μετεωρολογικής Υπηρεσίας, σήμερον θα επικρατήσουν εις την χώραν μας θυελλώδεις άνεμοι και βροχαί, ιδίως εις τα δυτικά και βόρεια διαμερίσματα. Η θερμοκρασία θα σημειώση αισθητήν πτώσιν, ενώ εις τους ορεινούς όγκους αναμένονται χιονοπτώσεις. Αι αρμόδιαι αρχαί συνιστούν εις τους ναυτιλλομένους να λάβουν τα απαραίτητα μέτρα προφυλάξεως. xyxy=(556,1122,918,1173)
headline-tomatoes: ΕΝΙΣΧΥΟΝΤΑΙ ΕΞΑΓΩΓΕΙΣ ΤΟΜΑΤΑΣ ΚΑΙ ΓΕΩΜΗΛΩΝ xyxy=(932,957,1132,982)
subhead: ΧΙΟΝΕΣ ΕΙΣ ΒΟΡ. ΕΥΡΩΠΗΝ xyxy=(115,183,255,194)
headline-makarios: ΚΑΤΕΙΛΚΑΣΘΗ Η ΕΠΙΒΕΣΙΣ ΕΝΑΝΤΙΟΝ ΤΟΥ ΜΑΚΑΡΙΟΥ xyxy=(12,444,358,459)
headline-snow: ΠΥΚΝΑΙ ΧΙΟΝΕΣ ΠΙΠΤΟΥΝ ΕΙΣ ΒΟΡΕΙΟΝ ΕΥΡΩΠΗΝ xyxy=(31,92,339,126)
lottery-block xyxy=(556,1219,918,1398)
two-col-block xyxy=(1145,768,1534,873)
headline-cinema: ΘΡΑΣΥΣ ΠΑΙΔΕΡΑΣΤΗΣ ΕΘΩΠΕΥΣΕ ΜΑΘΗΤΗΝ ΕΙΣ ΚΙΝΗΜΑΤΟΓΡΑΦΟΝ ΕΝ ΩΡΑ ΠΡΟΒΟΛΗΣ xyxy=(8,1352,362,1386)
headline-lottery: ΟΙ ΚΕΡΔΙΖΟΝΤΕΣ ΑΡΙΘΜΟΙ ΤΟΥ ΛΑ-Ι-ΚΟΥ ΛΑΧΕΙΟΥ xyxy=(578,1183,897,1217)
article-text: ΑΘΗΝΑΙ, 22. — Κατά τας πληροφορίας της Μετεωρολογικής Υπηρεσίας, σήμερον θα επικρατήσουν εις την χώραν μας θυελλώδεις άνεμοι και βροχαί, ιδίως εις τα δυτικά και βόρεια διαμερίσματα. Η θερμοκρασία θα σημειώση αισθητήν πτώσιν, ενώ εις τους ορεινούς όγκους αναμένονται χιονοπτώσεις. Αι αρμόδιαι αρχαί συνιστούν εις τους ναυτιλλομένους να λάβουν τα απαραίτητα μέτρα προφυλάξεως. xyxy=(556,538,918,589)
two-col-block xyxy=(1145,1269,1534,1643)
article-text: ΑΘΗΝΑΙ, 22. — Κατά τας πληροφορίας της Μετεωρολογικής Υπηρεσίας, σήμερον θα επικρατήσουν εις την χώραν μας θυελλώδεις άνεμοι και βροχαί, ιδίως εις τα δυτικά και βόρεια διαμερίσματα. Η θερμοκρασία θα σημειώση αισθητήν πτώσιν, ενώ εις τους ορεινούς όγκους αναμένονται χιονοπτώσεις. Αι αρμόδιαι αρχαί συνιστούν εις τους ναυτιλλομένους να λάβουν τα απαραίτητα μέτρα προφυλάξεως. xyxy=(373,1257,549,1369)
headline-japan: ΕΤΕΡΟΝ ΥΠΕΣΤΗ ΡΗΓΜΑ ΕΙΣ ΤΑ ΥΦΑΛΑ ΕΙΣ ΙΑΠΩΝΙΑΝ xyxy=(1172,136,1507,169)
divider xyxy=(926,1206,1138,1207)
headline-priest: ΙΕΡΕΥΣ ΕΞ ΟΥΓΚΑΝΤΑ ΕΙΣ ΘΕΣΣΑΛΟΝΙΚΗΝ xyxy=(961,1336,1103,1361)
headline-larissa-winner: ΚΑΤΟΙΚΟΣ ΤΗΣ ΛΑΡΙΣΗΣ ΕΚΕΡΔΙΣΕ 2.100.000 ΔΡΑΧ. xyxy=(1350,1507,1527,1536)
article-text: ΑΘΗΝΑΙ, 22. — Κατά τας πληροφορίας της Μετεωρολογικής Υπηρεσίας, σήμερον θα επικρατήσουν εις την χώραν μας θυελλώδεις άνεμοι και βροχαί, ιδίως εις τα δυτικά και βόρεια διαμερίσματα. Η θερμοκρασία θα σημειώση αισθητήν πτώσιν, ενώ εις τους ορεινούς όγκους αναμένονται χιονοπτώσεις. Αι αρμόδιαι αρχαί συνιστούν εις τους ναυτιλλομένους να λάβουν τα απαραίτητα μέτρα προφυλάξεως. xyxy=(4,754,366,805)
article-text: ΑΘΗΝΑΙ, 22. — Κατά τας πληροφορίας της Μετεωρολογικής Υπηρεσίας, σήμερον θα επικρατήσουν εις την χώραν μας θυελλώδεις άνεμοι και βροχαί, ιδίως εις τα δυτικά και βόρεια διαμερίσματα. Η θερμοκρασία θα σημειώση αισθητήν πτώσιν, ενώ εις τους ορεινούς όγκους αναμένονται χιονοπτώσεις. Αι αρμόδιαι αρχαί συνιστούν εις τους ναυτιλλομένους να λάβουν τα απαραίτητα μέτρα προφυλάξεως. xyxy=(1344,1404,1534,1505)
article-text: ΑΘΗΝΑΙ, 22. — Κατά τας πληροφορίας της Μετεωρολογικής Υπηρεσίας, σήμερον θα επικρατήσουν εις την χώραν μας θυελλώδεις άνεμοι και βροχαί, ιδίως εις τα δυτικά και βόρεια διαμερίσματα. Η θερμοκρασία θα σημειώση αισθητήν πτώσιν, ενώ εις τους ορεινούς όγκους αναμένονται χιονοπτώσεις. Αι αρμόδιαι αρχαί συνιστούν εις τους ναυτιλλομένους να λάβουν τα απαραίτητα μέτρα προφυλάξεως. xyxy=(1344,290,1534,392)
article-text: ΑΘΗΝΑΙ, 22. — Κατά τας πληροφορίας της Μετεωρολογικής Υπηρεσίας, σήμερον θα επικρατήσουν εις την χώραν μας θυελλώδεις άνεμοι και βροχαί, ιδίως εις τα δυτικά και βόρεια διαμερίσματα. Η θερμοκρασία θα σημειώση αισθητήν πτώσιν, ενώ εις τους ορεινούς όγκους αναμένονται χιονοπτώσεις. Αι αρμόδιαι αρχαί συνιστούν εις τους ναυτιλλομένους να λάβουν τα απαραίτητα μέτρα προφυλάξεως. xyxy=(1145,492,1336,594)
divider xyxy=(926,1585,1138,1586)
divider xyxy=(1145,878,1534,880)
article-text: ΑΘΗΝΑΙ, 22. — Κατά τας πληροφορίας της Μετεωρολογικής Υπηρεσίας, σήμερον θα επικρατήσουν εις την χώραν μας θυελλώδεις άνεμοι και βροχαί, ιδίως εις τα δυτικά και βόρεια διαμερίσματα. Η θερμοκρασία θα σημειώση αισθητήν πτώσιν, ενώ εις τους ορεινούς όγκους αναμένονται χιονοπτώσεις. Αι αρμόδιαι αρχαί συνιστούν εις τους ναυτιλλομένους να λάβουν τα απαραίτητα μέτρα προφυλάξεως. xyxy=(926,1857,1138,1949)
article-text: ΑΘΗΝΑΙ, 22. — Κατά τας πληροφορίας της Μετεωρολογικής Υπηρεσίας, σήμερον θα επικρατήσουν εις την χώραν μας θυελλώδεις άνεμοι και βροχαί, ιδίως εις τα δυτικά και βόρεια διαμερίσματα. Η θερμοκρασία θα σημειώση αισθητήν πτώσιν, ενώ εις τους ορεινούς όγκους αναμένονται χιονοπτώσεις. Αι αρμόδιαι αρχαί συνιστούν εις τους ναυτιλλομένους να λάβουν τα απαραίτητα μέτρα προφυλάξεως. xyxy=(926,152,1138,244)
article-text: ΑΘΗΝΑΙ, 22. — Κατά τας πληροφορίας της Μετεωρολογικής Υπηρεσίας, σήμερον θα επικρατήσουν εις την χώραν μας θυελλώδεις άνεμοι και βροχαί, ιδίως εις τα δυτικά και βόρεια διαμερίσματα. Η θερμοκρασία θα σημειώση αισθητήν πτώσιν, ενώ εις τους ορεινούς όγκους αναμένονται χιονοπτώσεις. Αι αρμόδιαι αρχαί συνιστούν εις τους ναυτιλλομένους να λάβουν τα απαραίτητα μέτρα προφυλάξεως. xyxy=(926,607,1138,698)
headline-resignation: ΠΑΡΑΙΤΗΣΙΣ ΤΟΥ ΑΠΟ ΠΟΡΤΟΝ xyxy=(398,1680,524,1705)
article-text: ΑΘΗΝΑΙ, 22. — Κατά τας πληροφορίας της Μετεωρολογικής Υπηρεσίας, σήμερον θα επικρατήσουν εις την χώραν μας θυελλώδεις άνεμοι και βροχαί, ιδίως εις τα δυτικά και βόρεια διαμερίσματα. Η θερμοκρασία θα σημειώση αισθητήν πτώσιν, ενώ εις τους ορεινούς όγκους αναμένονται χιονοπτώσεις. Αι αρμόδιαι αρχαί συνιστούν εις τους ναυτιλλομένους να λάβουν τα απαραίτητα μέτρα προφυλάξεως. xyxy=(1145,1269,1336,1370)
headline-gold-pound: 324,50 ΔΡΧ Η ΧΡΥΣΗ ΛΙΡΑ ΕΙΣ ΤΗΝ ΘΕΣΣΑΛΟΝΙΚΗΝ ΚΑΙ 322,20 ΔΡΧ. ΕΙΣ ΑΘΗΝΑΣ xyxy=(379,586,543,640)
headline-investigation: ΑΙ ΕΡΕΥΝΑΙ ΔΙΑ ΤΗΝ ΑΝΘΡΩΠΟΚΤΟΝΙΑΝ ΣΥΝΕΧΙΖΟΝΤΑΙ xyxy=(1182,456,1498,490)
article-text: ΑΘΗΝΑΙ, 22. — Κατά τας πληροφορίας της Μετεωρολογικής Υπηρεσίας, σήμερον θα επικρατήσουν εις την χώραν μας θυελλώδεις άνεμοι και βροχαί, ιδίως εις τα δυτικά και βόρεια διαμερίσματα. Η θερμοκρασία θα σημειώση αισθητήν πτώσιν, ενώ εις τους ορεινούς όγκους αναμένονται χιονοπτώσεις. Αι αρμόδιαι αρχαί συνιστούν εις τους ναυτιλλομένους να λάβουν τα απαραίτητα μέτρα προφυλάξεως. xyxy=(4,1140,366,1191)
subhead: ΕΚ ΚΕΡΑΥΝΟΥ ΦΟΝΕΥΘΕΙΣ xyxy=(116,319,253,330)
column-1 xyxy=(4,13,366,2370)
divider xyxy=(926,702,1138,703)
headline-knife: ΗΠΕΙΛΗΣΕ ΜΕ ΜΑΧΑΙΡΑΝ ΤΟΥΣ ΓΟΝΕΙΣ ΤΟΥ xyxy=(389,1973,533,1998)
headline-mitsotakis: Ο κ. ΜΗΤΣΟΤΑΚΗΣ ΜΕΤΕΒΗ ΕΙΣ ΤΟ ΠΑΡΙΣΙ ΔΙΑ ΝΑ ΜΕΤΑΣΧΗ ΤΗΣ ΣΥΝΟΔΟΥ ΤΟΥ ΟΟΣΑ xyxy=(4,1103,366,1138)
headline-treasure: «ΘΗΣΑΥΡΟΝ» ΕΚ ΚΛΟΠΙΜΑΙΩΝ ΑΞΙΑΣ 1.000.000 ΔΡΑΧΜ. ΕΙΧΕΝ ΕΙΣ ΤΟ ΔΩΜΑΤΙΟΝ ΤΟΥ Ο ΦΟΝΕΥΘΕΙΣ ΔΙΑΡΡΗΚΤΗΣ xyxy=(1152,405,1527,455)
headline-municipalities: ΗΡΧΙΣΕ ΤΑΣ ΕΡΓΑΣΙΑΣ Η ΟΛΟΜΕΛΕΙΑ ΤΟΥ ΣΥΜΒΟΥΛΙΟΥ ΤΗΣ ΚΕΝΤΡΙΚΗΣ ΕΝΩΣΕΩΣ ΤΩΝ ΔΗΜΩΝ ΚΑΙ ΚΟΙΝΟΤΗΤΩΝ xyxy=(1164,1217,1516,1267)
column-rule xyxy=(922,13,923,2370)
divider xyxy=(1145,707,1534,709)
article-text: ΑΘΗΝΑΙ, 22. — Κατά τας πληροφορίας της Μετεωρολογικής Υπηρεσίας, σήμερον θα επικρατήσουν εις την χώραν μας θυελλώδεις άνεμοι και βροχαί, ιδίως εις τα δυτικά και βόρεια διαμερίσματα. Η θερμοκρασία θα σημειώση αισθητήν πτώσιν, ενώ εις τους ορεινούς όγκους αναμένονται χιονοπτώσεις. Αι αρμόδιαι αρχαί συνιστούν εις τους ναυτιλλομένους να λάβουν τα απαραίτητα μέτρα προφυλάξεως. xyxy=(556,975,918,1026)
article-text: ΑΘΗΝΑΙ, 22. — Κατά τας πληροφορίας της Μετεωρολογικής Υπηρεσίας, σήμερον θα επικρατήσουν εις την χώραν μας θυελλώδεις άνεμοι και βροχαί, ιδίως εις τα δυτικά και βόρεια διαμερίσματα. Η θερμοκρασία θα σημειώση αισθητήν πτώσιν, ενώ εις τους ορεινούς όγκους αναμένονται χιονοπτώσεις. Αι αρμόδιαι αρχαί συνιστούν εις τους ναυτιλλομένους να λάβουν τα απαραίτητα μέτρα προφυλάξεως. xyxy=(4,1501,366,1552)
article-text: ΑΘΗΝΑΙ, 22. — Κατά τας πληροφορίας της Μετεωρολογικής Υπηρεσίας, σήμερον θα επικρατήσουν εις την χώραν μας θυελλώδεις άνεμοι και βροχαί, ιδίως εις τα δυτικά και βόρεια διαμερίσματα. Η θερμοκρασία θα σημειώση αισθητήν πτώσιν, ενώ εις τους ορεινούς όγκους αναμένονται χιονοπτώσεις. Αι αρμόδιαι αρχαί συνιστούν εις τους ναυτιλλομένους να λάβουν τα απαραίτητα μέτρα προφυλάξεως. xyxy=(4,264,366,315)
headline-rally: ΣΥΛΛΑΛΗΤΗΡΙΟΝ ΘΑ ΔΙΟΡΓΑΝΩΣΟΥΝ ΤΗΝ ΠΕΜΠΤΗΝ ΟΙ ΓΕΩΡΓΙΚΟΙ ΣΥΝΕΤΑΙΡΙΣΜΟΙ ΤΟΥ ΝΟΜΟΥ ΣΕΡΡΩΝ xyxy=(8,686,362,735)
divider xyxy=(373,1057,549,1058)
article-text: ΑΘΗΝΑΙ, 22. — Κατά τας πληροφορίας της Μετεωρολογικής Υπηρεσίας, σήμερον θα επικρατήσουν εις την χώραν μας θυελλώδεις άνεμοι και βροχαί, ιδίως εις τα δυτικά και βόρεια διαμερίσματα. Η θερμοκρασία θα σημειώση αισθητήν πτώσιν, ενώ εις τους ορεινούς όγκους αναμένονται χιονοπτώσεις. Αι αρμόδιαι αρχαί συνιστούν εις τους ναυτιλλομένους να λάβουν τα απαραίτητα μέτρα προφυλάξεως. xyxy=(4,515,366,566)
headline-american-officers: ΑΜΕΡΙΚΑΝΟΙ ΕΠΙΤΕΛΕΙΣ ΕΠΕΣΚΕΦΘΗΣΑΝ ΤΟ Γ' ΣΩΜΑ ΣΤΡΑΤΟΥ xyxy=(379,1060,543,1097)
headline-motorship: ΜΟΤΟΡΣΙΠ ΕΘΥΘΙΣΘΗ ΕΙΣ ΤΑ ΑΝΟΙΚΤΑ ΤΗΣ ΖΑΚΥΝΘΟΥ xyxy=(1171,66,1508,100)
article-text: ΑΘΗΝΑΙ, 22. — Κατά τας πληροφορίας της Μετεωρολογικής Υπηρεσίας, σήμερον θα επικρατήσουν εις την χώραν μας θυελλώδεις άνεμοι και βροχαί, ιδίως εις τα δυτικά και βόρεια διαμερίσματα. Η θερμοκρασία θα σημειώση αισθητήν πτώσιν, ενώ εις τους ορεινούς όγκους αναμένονται χιονοπτώσεις. Αι αρμόδιαι αρχαί συνιστούν εις τους ναυτιλλομένους να λάβουν τα απαραίτητα μέτρα προφυλάξεως. xyxy=(926,474,1138,565)
divider xyxy=(373,1215,549,1216)
article-text: ΑΘΗΝΑΙ, 22. — Κατά τας πληροφορίας της Μετεωρολογικής Υπηρεσίας, σήμερον θα επικρατήσουν εις την χώραν μας θυελλώδεις άνεμοι και βροχαί, ιδίως εις τα δυτικά και βόρεια διαμερίσματα. Η θερμοκρασία θα σημειώση αισθητήν πτώσιν, ενώ εις τους ορεινούς όγκους αναμένονται χιονοπτώσεις. Αι αρμόδιαι αρχαί συνιστούν εις τους ναυτιλλομένους να λάβουν τα απαραίτητα μέτρα προφυλάξεως. xyxy=(556,803,918,854)
divider xyxy=(926,1838,1138,1839)
divider xyxy=(556,478,918,479)
divider xyxy=(556,914,918,916)
article-text: ΑΘΗΝΑΙ, 22. — Κατά τας πληροφορίας της Μετεωρολογικής Υπηρεσίας, σήμερον θα επικρατήσουν εις την χώραν μας θυελλώδεις άνεμοι και βροχαί, ιδίως εις τα δυτικά και βόρεια διαμερίσματα. Η θερμοκρασία θα σημειώση αισθητήν πτώσιν, ενώ εις τους ορεινούς όγκους αναμένονται χιονοπτώσεις. Αι αρμόδιαι αρχαί συνιστούν εις τους ναυτιλλομένους να λάβουν τα απαραίτητα μέτρα προφυλάξεως. xyxy=(4,1291,366,1342)
article-text: ΑΘΗΝΑΙ, 22. — Κατά τας πληροφορίας της Μετεωρολογικής Υπηρεσίας, σήμερον θα επικρατήσουν εις την χώραν μας θυελλώδεις άνεμοι και βροχαί, ιδίως εις τα δυτικά και βόρεια διαμερίσματα. Η θερμοκρασία θα σημειώση αισθητήν πτώσιν, ενώ εις τους ορεινούς όγκους αναμένονται χιονοπτώσεις. Αι αρμόδιαι αρχαί συνιστούν εις τους ναυτιλλομένους να λάβουν τα απαραίτητα μέτρα προφυλάξεως. xyxy=(926,1237,1138,1329)
headline-sudden-death: ΕΠΙΦΥΛΑΚΤΙΚΩΣ ΔΙΑ ΤΟ ΠΟΡΙΣΜΑ ΑΙΘΝΙΔΙΟΥ ΘΑΝΑΤΟΥ xyxy=(936,1083,1128,1108)
article-text: ΑΘΗΝΑΙ, 22. — Κατά τας πληροφορίας της Μετεωρολογικής Υπηρεσίας, σήμερον θα επικρατήσουν εις την χώραν μας θυελλώδεις άνεμοι και βροχαί, ιδίως εις τα δυτικά και βόρεια διαμερίσματα. Η θερμοκρασία θα σημειώση αισθητήν πτώσιν, ενώ εις τους ορεινούς όγκους αναμένονται χιονοπτώσεις. Αι αρμόδιαι αρχαί συνιστούν εις τους ναυτιλλομένους να λάβουν τα απαραίτητα μέτρα προφυλάξεως. xyxy=(373,1099,549,1211)
divider xyxy=(926,1080,1138,1081)
divider xyxy=(556,1177,918,1179)
article-text: ΑΘΗΝΑΙ, 22. — Κατά τας πληροφορίας της Μετεωρολογικής Υπηρεσίας, σήμερον θα επικρατήσουν εις την χώραν μας θυελλώδεις άνεμοι και βροχαί, ιδίως εις τα δυτικά και βόρεια διαμερίσματα. Η θερμοκρασία θα σημειώση αισθητήν πτώσιν, ενώ εις τους ορεινούς όγκους αναμένονται χιονοπτώσεις. Αι αρμόδιαι αρχαί συνιστούν εις τους ναυτιλλομένους να λάβουν τα απαραίτητα μέτρα προφυλάξεως. xyxy=(4,196,366,247)
headline-markezinis: Ο κ. ΜΑΡΚΕΖΙΝΗΣ ΕΖΗΤΗΣΕΝ ΑΚΡΟΑΣΙΝ ΑΠΟ ΤΟΝ ΒΑΣΙΛΕΑ xyxy=(936,576,1128,604)
article-text: ΑΘΗΝΑΙ, 22. — Κατά τας πληροφορίας της Μετεωρολογικής Υπηρεσίας, σήμερον θα επικρατήσουν εις την χώραν μας θυελλώδεις άνεμοι και βροχαί, ιδίως εις τα δυτικά και βόρεια διαμερίσματα. Η θερμοκρασία θα σημειώση αισθητήν πτώσιν, ενώ εις τους ορεινούς όγκους αναμένονται χιονοπτώσεις. Αι αρμόδιαι αρχαί συνιστούν εις τους ναυτιλλομένους να λάβουν τα απαραίτητα μέτρα προφυλάξεως. xyxy=(373,168,549,279)
headline-storms: ΘΥΕΛΛΑΙ ΚΑΙ ΒΡΟΧΑΙ ΠΡΟΒΛΕΠΟΝΤΑΙ ΣΗΜΕΡΟΝ xyxy=(50,14,320,56)
headline-rural-guards: ΤΑ ΠΡΟΒΛΗΜΑΤΑ ΤΩΝ ΑΓΡΟΦΥΛΑΚΩΝ xyxy=(1366,1373,1512,1401)
divider xyxy=(4,1099,366,1100)
article-text: ΑΘΗΝΑΙ, 22. — Κατά τας πληροφορίας της Μετεωρολογικής Υπηρεσίας, σήμερον θα επικρατήσουν εις την χώραν μας θυελλώδεις άνεμοι και βροχαί, ιδίως εις τα δυτικά και βόρεια διαμερίσματα. Η θερμοκρασία θα σημειώση αισθητήν πτώσιν, ενώ εις τους ορεινούς όγκους αναμένονται χιονοπτώσεις. Αι αρμόδιαι αρχαί συνιστούν εις τους ναυτιλλομένους να λάβουν τα απαραίτητα μέτρα προφυλάξεως. xyxy=(4,1388,366,1439)
headline-air-agreement: ΣΥΝΟΜΙΛΙΑΙ ΔΙΑ ΤΗΝ ΔΙΜΕΡΗ ΣΥΜΦΩΝΙΑΝ ΠΕΡΙ ΑΕΡΟΠΟΡΙΚΩΝ ΜΕΤΑΦΟΡΩΝ ΜΕΤΑΞΥ ΕΛΛΑΔΟΣ ΚΑΙ ΗΝΩΜΕΝΩΝ ΠΟΛΙΤΕΙΩΝ xyxy=(18,937,351,986)
divider xyxy=(4,932,366,934)
article-text: ΑΘΗΝΑΙ, 22. — Κατά τας πληροφορίας της Μετεωρολογικής Υπηρεσίας, σήμερον θα επικρατήσουν εις την χώραν μας θυελλώδεις άνεμοι και βροχαί, ιδίως εις τα δυτικά και βόρεια διαμερίσματα. Η θερμοκρασία θα σημειώση αισθητήν πτώσιν, ενώ εις τους ορεινούς όγκους αναμένονται χιονοπτώσεις. Αι αρμόδιαι αρχαί συνιστούν εις τους ναυτιλλομένους να λάβουν τα απαραίτητα μέτρα προφυλάξεως. xyxy=(556,1219,733,1331)
subhead: ΕΞΩΚΕΙΛΕΝ ΕΙΣ ΙΑΠΩΝΙΑΝ xyxy=(1373,276,1505,288)
headline-police-measures: ΝΕΑ ΑΥΣΤΗΡΑ ΑΣΤΥΝΟΜΙΚΑ ΜΕΤΡΑ ΕΠΗΓΓΕΛΘΗ ΠΟΙΗΣΙΣ ΣΥΓΚΕΝΤΡΩΣΕΙΣ ΔΙΑ ΤΗΝ ΚΥΠΡΟΝ ΕΙΣ ΤΑ «ΗΛΥΣΙΑ» xyxy=(20,393,349,442)
headline-secretary: ΥΠΕΒΑΛΕ ΠΑΡΑΙΤΗΣΙΝ Ο ΓΡΑΜΜΑΤΕΥΣ ΤΗΣ ΒΟΥΛΗΣ xyxy=(954,1210,1110,1234)
headline-mines: ΔΙΕΠΙΣΤΩΘΗ ΟΤΙ ΤΑ ΜΕΤΑΛΛΕΙΑ ΤΗΣ ΚΙΡΚΗΣ ΔΥΝΑΝΤΑΙ ΝΑ ΛΕΙΤΟΥΡΓΗΣΟΥΝ ΑΠΟΔΟΤΙΚΩΣ xyxy=(1162,712,1518,746)
headline-stiletto: ΑΠΕΠΕΙΡΑΘΗ ΝΑ ΦΟΝΕΥΣΗ ΜΕ ΣΤΙΛΕΤΤΟ ΑΔΕΛΦΟΝ ΤΟΥ ΤΟΥ ΤΟ ΕΝΕΠΗΞΕΝ ΕΙΣ ΤΗΝ ΠΛΑΤΗΝ ΚΑΙ ΕΞΗΦΑΝΙΣΘΗ xyxy=(1172,1050,1507,1099)
headline-kournavos: Ο κ. ΚΟΥΡΝΑΒΟΣ ΕΠΕΣΤΡΕΨΕ ΕΙΣ ΤΗΝ ΠΟΛΙΝ ΜΑΣ ΚΑΙ ΑΝΕΛΑΒΕ ΚΑΘΗΚΟΝΤΑ xyxy=(376,1376,546,1412)
column-5 xyxy=(1145,13,1534,2370)
subhead: ΚΑΚΟΚΑΙΡΙΑ ΕΙΣ ΚΑΤΕΡΙΝΗΝ xyxy=(112,250,258,262)
headline-city-news: ΜΙΚΡΑΙ ΕΙΔΗΣΕΙΣ ΤΗΣ ΠΟΛΕΩΣ xyxy=(391,2120,531,2148)
subhead: ΕΙΣ ΤΑΣ ΑΘΗΝΑΣ xyxy=(694,340,781,351)
two-col-block xyxy=(1145,598,1534,703)
headline-hotel: ΑΠΕΦΑΣΙΣΘΗ Η ΑΝΕΓΕΡΣΙΣ ΤΟΥ ΞΕΝΟΔΟΧΕΙΟΥ ΤΟΥ ΤΑΠΟΤΕ xyxy=(385,14,537,50)
headline-driver-killed: ΕΦΟΝΕΥΘΗ Ο ΟΔΗΓΟΣ ΕΠΙΒΑΤΗΓΟΥ ΑΥΤΟΚΙΝΗΤΟΥ ΚΑΤΟΠΙΝ ΒΙΑΙΑΣ ΠΡΟΣΚΡΟΥΣΕΩΣ ΤΟΥ ΕΠΙ ΔΕΝΔΡΟΥ xyxy=(597,14,878,64)
article-text: ΑΘΗΝΑΙ, 22. — Κατά τας πληροφορίας της Μετεωρολογικής Υπηρεσίας, σήμερον θα επικρατήσουν εις την χώραν μας θυελλώδεις άνεμοι και βροχαί, ιδίως εις τα δυτικά και βόρεια διαμερίσματα. Η θερμοκρασία θα σημειώση αισθητήν πτώσιν, ενώ εις τους ορεινούς όγκους αναμένονται χιονοπτώσεις. Αι αρμόδιαι αρχαί συνιστούν εις τους ναυτιλλομένους να λάβουν τα απαραίτητα μέτρα προφυλάξεως. xyxy=(4,332,366,382)
article-text: ΑΘΗΝΑΙ, 22. — Κατά τας πληροφορίας της Μετεωρολογικής Υπηρεσίας, σήμερον θα επικρατήσουν εις την χώραν μας θυελλώδεις άνεμοι και βροχαί, ιδίως εις τα δυτικά και βόρεια διαμερίσματα. Η θερμοκρασία θα σημειώση αισθητήν πτώσιν, ενώ εις τους ορεινούς όγκους αναμένονται χιονοπτώσεις. Αι αρμόδιαι αρχαί συνιστούν εις τους ναυτιλλομένους να λάβουν τα απαραίτητα μέτρα προφυλάξεως. xyxy=(926,859,1138,950)
divider xyxy=(373,894,549,895)
article-text: ΑΘΗΝΑΙ, 22. — Κατά τας πληροφορίας της Μετεωρολογικής Υπηρεσίας, σήμερον θα επικρατήσουν εις την χώραν μας θυελλώδεις άνεμοι και βροχαί, ιδίως εις τα δυτικά και βόρεια διαμερίσματα. Η θερμοκρασία θα σημειώση αισθητήν πτώσιν, ενώ εις τους ορεινούς όγκους αναμένονται χιονοπτώσεις. Αι αρμόδιαι αρχαί συνιστούν εις τους ναυτιλλομένους να λάβουν τα απαραίτητα μέτρα προφυλάξεως. xyxy=(4,128,366,179)
article-text: ΑΘΗΝΑΙ, 22. — Κατά τας πληροφορίας της Μετεωρολογικής Υπηρεσίας, σήμερον θα επικρατήσουν εις την χώραν μας θυελλώδεις άνεμοι και βροχαί, ιδίως εις τα δυτικά και βόρεια διαμερίσματα. Η θερμοκρασία θα σημειώση αισθητήν πτώσιν, ενώ εις τους ορεινούς όγκους αναμένονται χιονοπτώσεις. Αι αρμόδιαι αρχαί συνιστούν εις τους ναυτιλλομένους να λάβουν τα απαραίτητα μέτρα προφυλάξεως. xyxy=(556,674,918,724)
headline-ote: ΟΙ ΥΠΑΛΛΗΛΟΙ ΤΟΥ ΟΤΕ ΚΑΤΑΔΙΚΑΖΟΥΝ ΤΟ ΜΕΤΡΟΝ ΤΗΣ ΕΠΙΣΤΡΑΤΕΥΣΕΩΣ xyxy=(380,1218,542,1255)
article-text: ΑΘΗΝΑΙ, 22. — Κατά τας πληροφορίας της Μετεωρολογικής Υπηρεσίας, σήμερον θα επικρατήσουν εις την χώραν μας θυελλώδεις άνεμοι και βροχαί, ιδίως εις τα δυτικά και βόρεια διαμερίσματα. Η θερμοκρασία θα σημειώση αισθητήν πτώσιν, ενώ εις τους ορεινούς όγκους αναμένονται χιονοπτώσεις. Αι αρμόδιαι αρχαί συνιστούν εις τους ναυτιλλομένους να λάβουν τα απαραίτητα μέτρα προφυλάξεως. xyxy=(926,1490,1138,1581)
divider xyxy=(1145,401,1534,402)
article-text: ΑΘΗΝΑΙ, 22. — Κατά τας πληροφορίας της Μετεωρολογικής Υπηρεσίας, σήμερον θα επικρατήσουν εις την χώραν μας θυελλώδεις άνεμοι και βροχαί, ιδίως εις τα δυτικά και βόρεια διαμερίσματα. Η θερμοκρασία θα σημειώση αισθητήν πτώσιν, ενώ εις τους ορεινούς όγκους αναμένονται χιονοπτώσεις. Αι αρμόδιαι αρχαί συνιστούν εις τους ναυτιλλομένους να λάβουν τα απαραίτητα μέτρα προφυλάξεως. xyxy=(373,1562,549,1673)
